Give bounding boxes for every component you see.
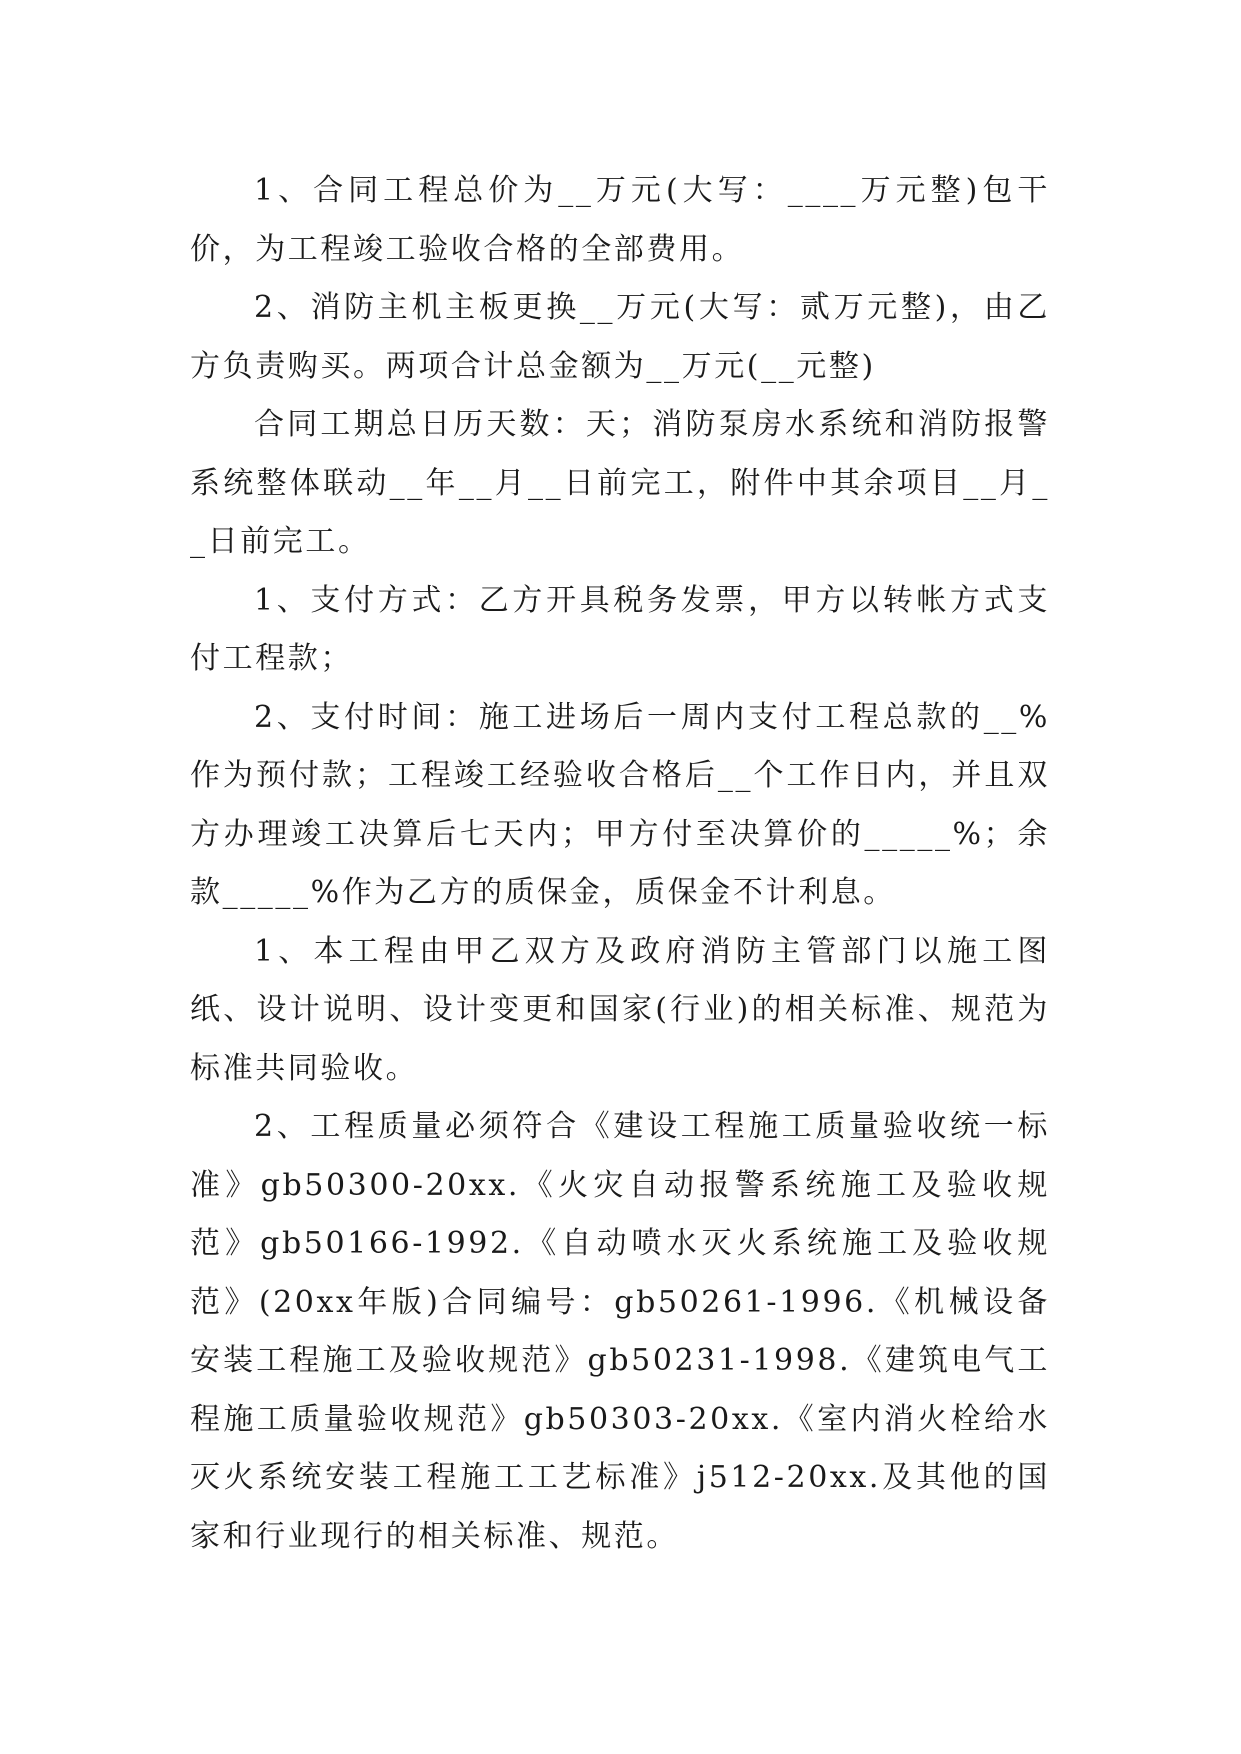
paragraph-payment-method: 1、支付方式：乙方开具税务发票，甲方以转帐方式支付工程款；	[190, 582, 1050, 676]
paragraph-acceptance: 1、本工程由甲乙双方及政府消防主管部门以施工图纸、设计说明、设计变更和国家(行业)的相关标准、规范为标准共同验收。	[190, 933, 1050, 1086]
paragraph-construction-period: 合同工期总日历天数：天；消防泵房水系统和消防报警系统整体联动__年__月__日前完工，附件中其余项目__月__日前完工。	[190, 407, 1050, 559]
paragraph-quality-standards: 2、工程质量必须符合《建设工程施工质量验收统一标准》gb50300-20xx.《火灾自动报警系统施工及验收规范》gb50166-1992.《自动喷水灭火系统施工及验收规范》(20xx年版)合同编号：gb50261-1996.《机械设备安装工程施工及验收规范》gb50231-1998.《建筑电气工程施工质量验收规范》gb50303-20xx.《室内消火栓给水灭火系统安装工程施工工艺标准》j512-20xx.及其他的国家和行业现行的相关标准、规范。	[190, 1109, 1050, 1554]
paragraph-contract-price: 1、合同工程总价为__万元(大写：____万元整)包干价，为工程竣工验收合格的全部费用。	[190, 173, 1050, 267]
paragraph-mainboard-replacement: 2、消防主机主板更换__万元(大写：贰万元整)，由乙方负责购买。两项合计总金额为__万元(__元整)	[190, 290, 1050, 384]
document-body	[190, 162, 1050, 1566]
paragraph-payment-time: 2、支付时间：施工进场后一周内支付工程总款的__%作为预付款；工程竣工经验收合格后__个工作日内，并且双方办理竣工决算后七天内；甲方付至决算价的_____%；余款_____%作为乙方的质保金，质保金不计利息。	[190, 699, 1050, 910]
